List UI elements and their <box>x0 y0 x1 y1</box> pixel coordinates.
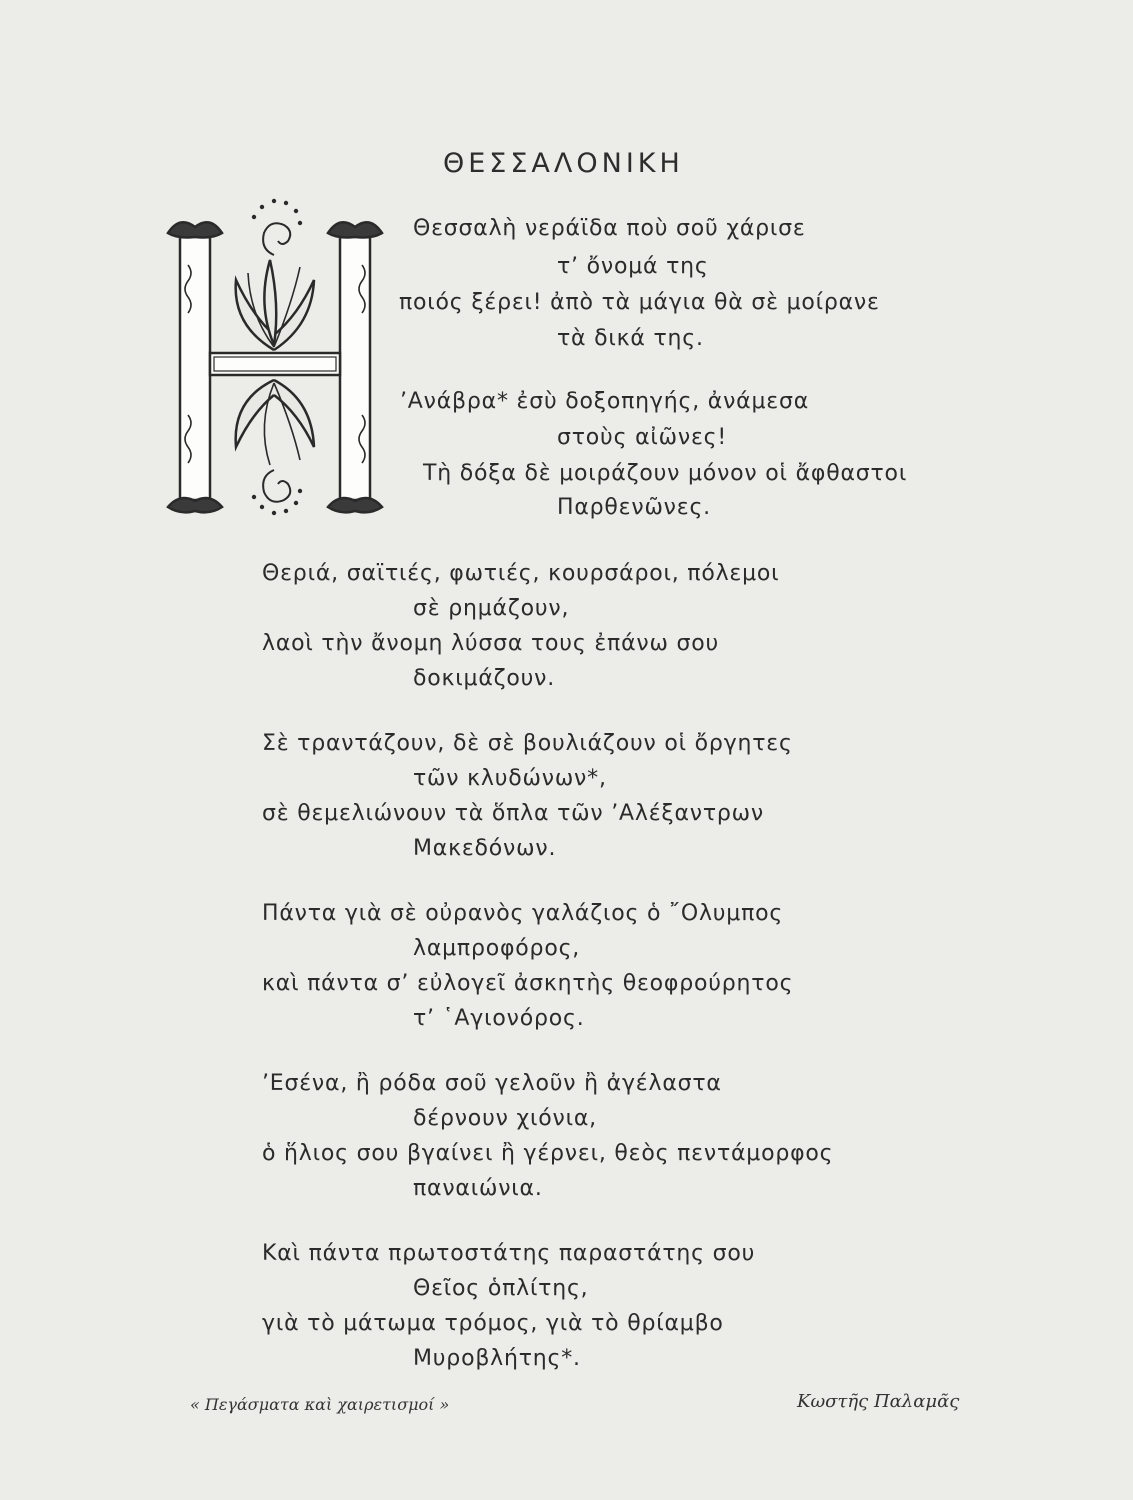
poem-line: σὲ ρημάζουν, <box>413 596 570 621</box>
poem-line: δοκιμάζουν. <box>413 666 556 691</box>
poem-line: ’Ανάβρα* ἐσὺ δοξοπηγής, ἀνάμεσα <box>400 389 810 414</box>
poem-line: λαοὶ τὴν ἄνομη λύσσα τους ἐπάνω σου <box>262 631 720 656</box>
poem-line: τ’ ῾Αγιονόρος. <box>413 1006 585 1031</box>
poem-line: Θεσσαλὴ νεράϊδα ποὺ σοῦ χάρισε <box>413 216 806 241</box>
drop-cap-eta-illustration <box>162 185 387 520</box>
poem-line: Μακεδόνων. <box>413 836 557 861</box>
poem-line: Σὲ τραντάζουν, δὲ σὲ βουλιάζουν οἱ ὄργητες <box>262 731 793 756</box>
poem-line: τῶν κλυδώνων*, <box>413 766 607 791</box>
source-citation: « Πεγάσματα καὶ χαιρετισμοί » <box>190 1395 450 1414</box>
poem-line: παναιώνια. <box>413 1176 543 1201</box>
poem-line: τὰ δικά της. <box>557 326 704 351</box>
poem-line: λαμπροφόρος, <box>413 936 581 961</box>
poem-line: Μυροβλήτης*. <box>413 1346 581 1371</box>
poem-line: σὲ θεμελιώνουν τὰ ὅπλα τῶν ’Αλέξαντρων <box>262 801 764 826</box>
author-signature: Κωστῆς Παλαμᾶς <box>797 1391 960 1412</box>
poem-line: γιὰ τὸ μάτωμα τρόμος, γιὰ τὸ θρίαμβο <box>262 1311 724 1336</box>
poem-line: ὁ ἥλιος σου βγαίνει ἢ γέρνει, θεὸς πεντάμορφος <box>262 1141 834 1166</box>
poem-line: Παρθενῶνες. <box>557 495 711 520</box>
poem-line: Θεῖος ὁπλίτης, <box>413 1276 589 1301</box>
poem-line: καὶ πάντα σ’ εὐλογεῖ ἀσκητὴς θεοφρούρητος <box>262 971 794 996</box>
poem-line: τ’ ὄνομά της <box>557 254 709 279</box>
poem-line: Καὶ πάντα πρωτοστάτης παραστάτης σου <box>262 1241 756 1266</box>
poem-line: στοὺς αἰῶνες! <box>557 425 727 450</box>
poem-line: Τὴ δόξα δὲ μοιράζουν μόνον οἱ ἄφθαστοι <box>423 461 908 486</box>
poem-line: ποιός ξέρει! ἀπὸ τὰ μάγια θὰ σὲ μοίρανε <box>399 290 880 315</box>
poem-line: δέρνουν χιόνια, <box>413 1106 597 1131</box>
poem-line: Πάντα γιὰ σὲ οὐρανὸς γαλάζιος ὁ ῎Ολυμπος <box>262 901 784 926</box>
poem-line: ’Εσένα, ἢ ρόδα σοῦ γελοῦν ἢ ἀγέλαστα <box>262 1071 722 1096</box>
poem-title: ΘΕΣΣΑΛΟΝΙΚΗ <box>443 148 684 179</box>
poem-line: Θεριά, σαϊτιές, φωτιές, κουρσάροι, πόλεμοι <box>262 561 780 586</box>
